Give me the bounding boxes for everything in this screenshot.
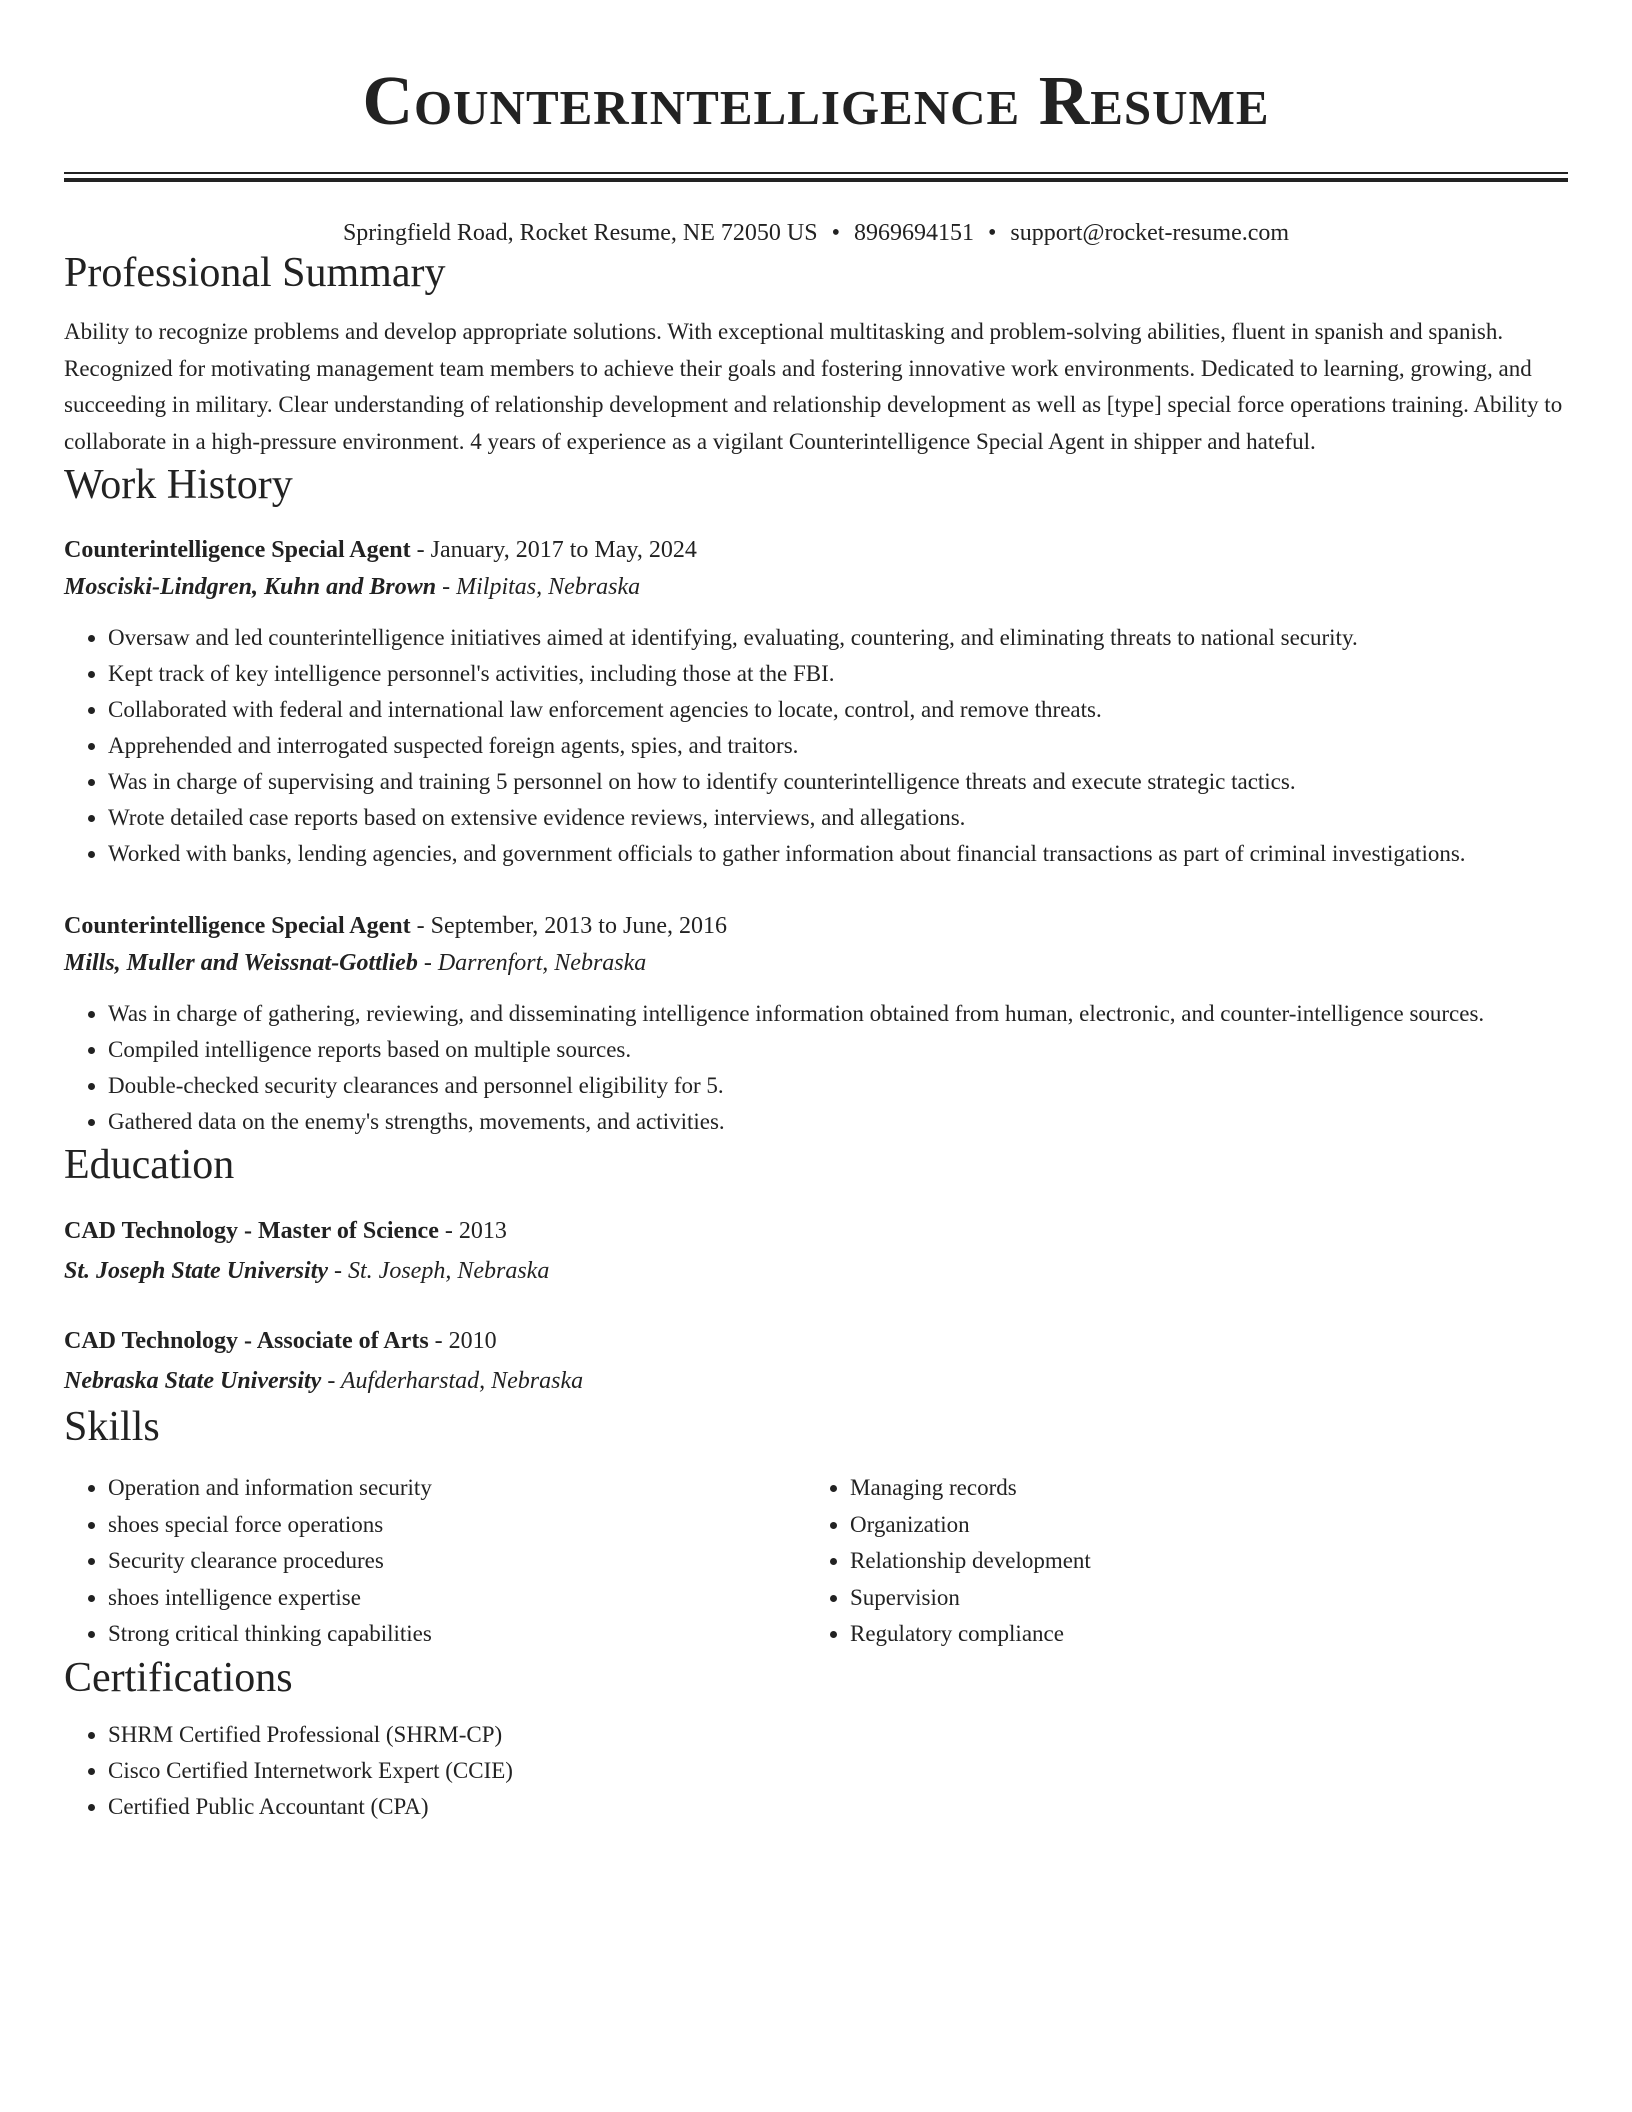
school-line <box>64 1360 1568 1402</box>
skills-list-right <box>806 1470 1548 1653</box>
list-item: • Apprehended and interrogated suspected foreign agents, spies, and traitors. <box>108 728 1568 764</box>
degree-line <box>64 1322 1568 1360</box>
list-item: • shoes special force operations <box>108 1507 806 1544</box>
degree: CAD Technology - Associate of Arts <box>64 1328 429 1354</box>
list-item: • Wrote detailed case reports based on extensive evidence reviews, interviews, and allegations. <box>108 800 1568 836</box>
job-duties-list <box>64 620 1568 872</box>
list-item: • Worked with banks, lending agencies, and government officials to gather information about financial transactions as part of criminal investigations. <box>108 836 1568 872</box>
contact-email: support@rocket-resume.com <box>1010 220 1290 246</box>
job-dates: - September, 2013 to June, 2016 <box>410 913 727 939</box>
job-title: Counterintelligence Special Agent <box>64 913 411 939</box>
list-item: • Managing records <box>850 1470 1548 1507</box>
job-company-line <box>64 944 1568 982</box>
list-item: • Security clearance procedures <box>108 1543 806 1580</box>
list-item: • Supervision <box>850 1580 1548 1617</box>
list-item: • Compiled intelligence reports based on multiple sources. <box>108 1032 1568 1068</box>
list-item: • Collaborated with federal and international law enforcement agencies to locate, control, and remove threats. <box>108 692 1568 728</box>
job-location: - Darrenfort, Nebraska <box>417 950 647 976</box>
list-item: • Certified Public Accountant (CPA) <box>108 1789 1568 1825</box>
list-item: • shoes intelligence expertise <box>108 1580 806 1617</box>
list-item: • Kept track of key intelligence personnel's activities, including those at the FBI. <box>108 656 1568 692</box>
job-title: Counterintelligence Special Agent <box>64 537 411 563</box>
certifications-heading: Certifications <box>64 1654 293 1701</box>
school-location: - Aufderharstad, Nebraska <box>321 1368 584 1394</box>
certifications-list <box>64 1717 1568 1825</box>
school-location: - St. Joseph, Nebraska <box>328 1258 550 1284</box>
degree: CAD Technology - Master of Science <box>64 1218 439 1244</box>
summary-heading: Professional Summary <box>64 250 446 296</box>
job-company-line <box>64 568 1568 606</box>
school-name: Nebraska State University <box>64 1368 322 1394</box>
job-company: Mosciski-Lindgren, Kuhn and Brown <box>64 574 437 600</box>
list-item: • Cisco Certified Internetwork Expert (CCIE) <box>108 1753 1568 1789</box>
contact-phone: 8969694151 <box>853 220 974 246</box>
list-item: • Gathered data on the enemy's strengths, movements, and activities. <box>108 1104 1568 1140</box>
education-entry <box>64 1322 1568 1402</box>
job-title-line <box>64 908 1568 944</box>
title-divider <box>64 172 1568 182</box>
degree-line <box>64 1212 1568 1250</box>
list-item: • Regulatory compliance <box>850 1616 1548 1653</box>
list-item: • Oversaw and led counterintelligence initiatives aimed at identifying, evaluating, countering, and eliminating threats to national security. <box>108 620 1568 656</box>
list-item: • Was in charge of gathering, reviewing, and disseminating intelligence information obtained from human, electronic, and counter-intelligence sources. <box>108 996 1568 1032</box>
job-duties-list <box>64 996 1568 1140</box>
list-item: • SHRM Certified Professional (SHRM-CP) <box>108 1717 1568 1753</box>
work-history-heading: Work History <box>64 462 293 508</box>
list-item: • Organization <box>850 1507 1548 1544</box>
contact-separator: • <box>831 220 840 246</box>
school-line <box>64 1250 1568 1292</box>
education-entry <box>64 1212 1568 1292</box>
school-name: St. Joseph State University <box>64 1258 329 1284</box>
list-item: • Double-checked security clearances and personnel eligibility for 5. <box>108 1068 1568 1104</box>
contact-line <box>64 218 1568 248</box>
skills-list-left <box>64 1470 806 1653</box>
list-item: • Was in charge of supervising and training 5 personnel on how to identify counterintelligence threats and execute strategic tactics. <box>108 764 1568 800</box>
job-entry <box>64 908 1568 1140</box>
job-company: Mills, Muller and Weissnat-Gottlieb <box>64 950 418 976</box>
job-dates: - January, 2017 to May, 2024 <box>410 537 697 563</box>
job-location: - Milpitas, Nebraska <box>436 574 641 600</box>
summary-text: Ability to recognize problems and develop appropriate solutions. With exceptional multitasking and problem-solving abilities, fluent in spanish and spanish. Recognized for motivating management team members to achieve their goals and fostering innovative work environments. Dedicated to learning, growing, and succeeding in military. Clear understanding of relationship development and relationship development as well as [type] special force operations training. Ability to collaborate in a high-pressure environment. 4 years of experience as a vigilant Counterintelligence Special Agent in shipper and hateful. <box>64 319 1563 454</box>
skills-heading: Skills <box>64 1404 160 1450</box>
graduation-year: - 2010 <box>428 1328 497 1354</box>
job-title-line <box>64 532 1568 568</box>
list-item: • Relationship development <box>850 1543 1548 1580</box>
contact-address: Springfield Road, Rocket Resume, NE 72050 US <box>342 220 818 246</box>
skills-columns <box>64 1470 1568 1653</box>
contact-separator: • <box>987 220 997 246</box>
resume-title: Counterintelligence Resume <box>362 63 1270 140</box>
job-entry <box>64 532 1568 872</box>
education-heading: Education <box>64 1142 235 1188</box>
graduation-year: - 2013 <box>438 1218 507 1244</box>
list-item: • Strong critical thinking capabilities <box>108 1616 806 1653</box>
list-item: • Operation and information security <box>108 1470 806 1507</box>
